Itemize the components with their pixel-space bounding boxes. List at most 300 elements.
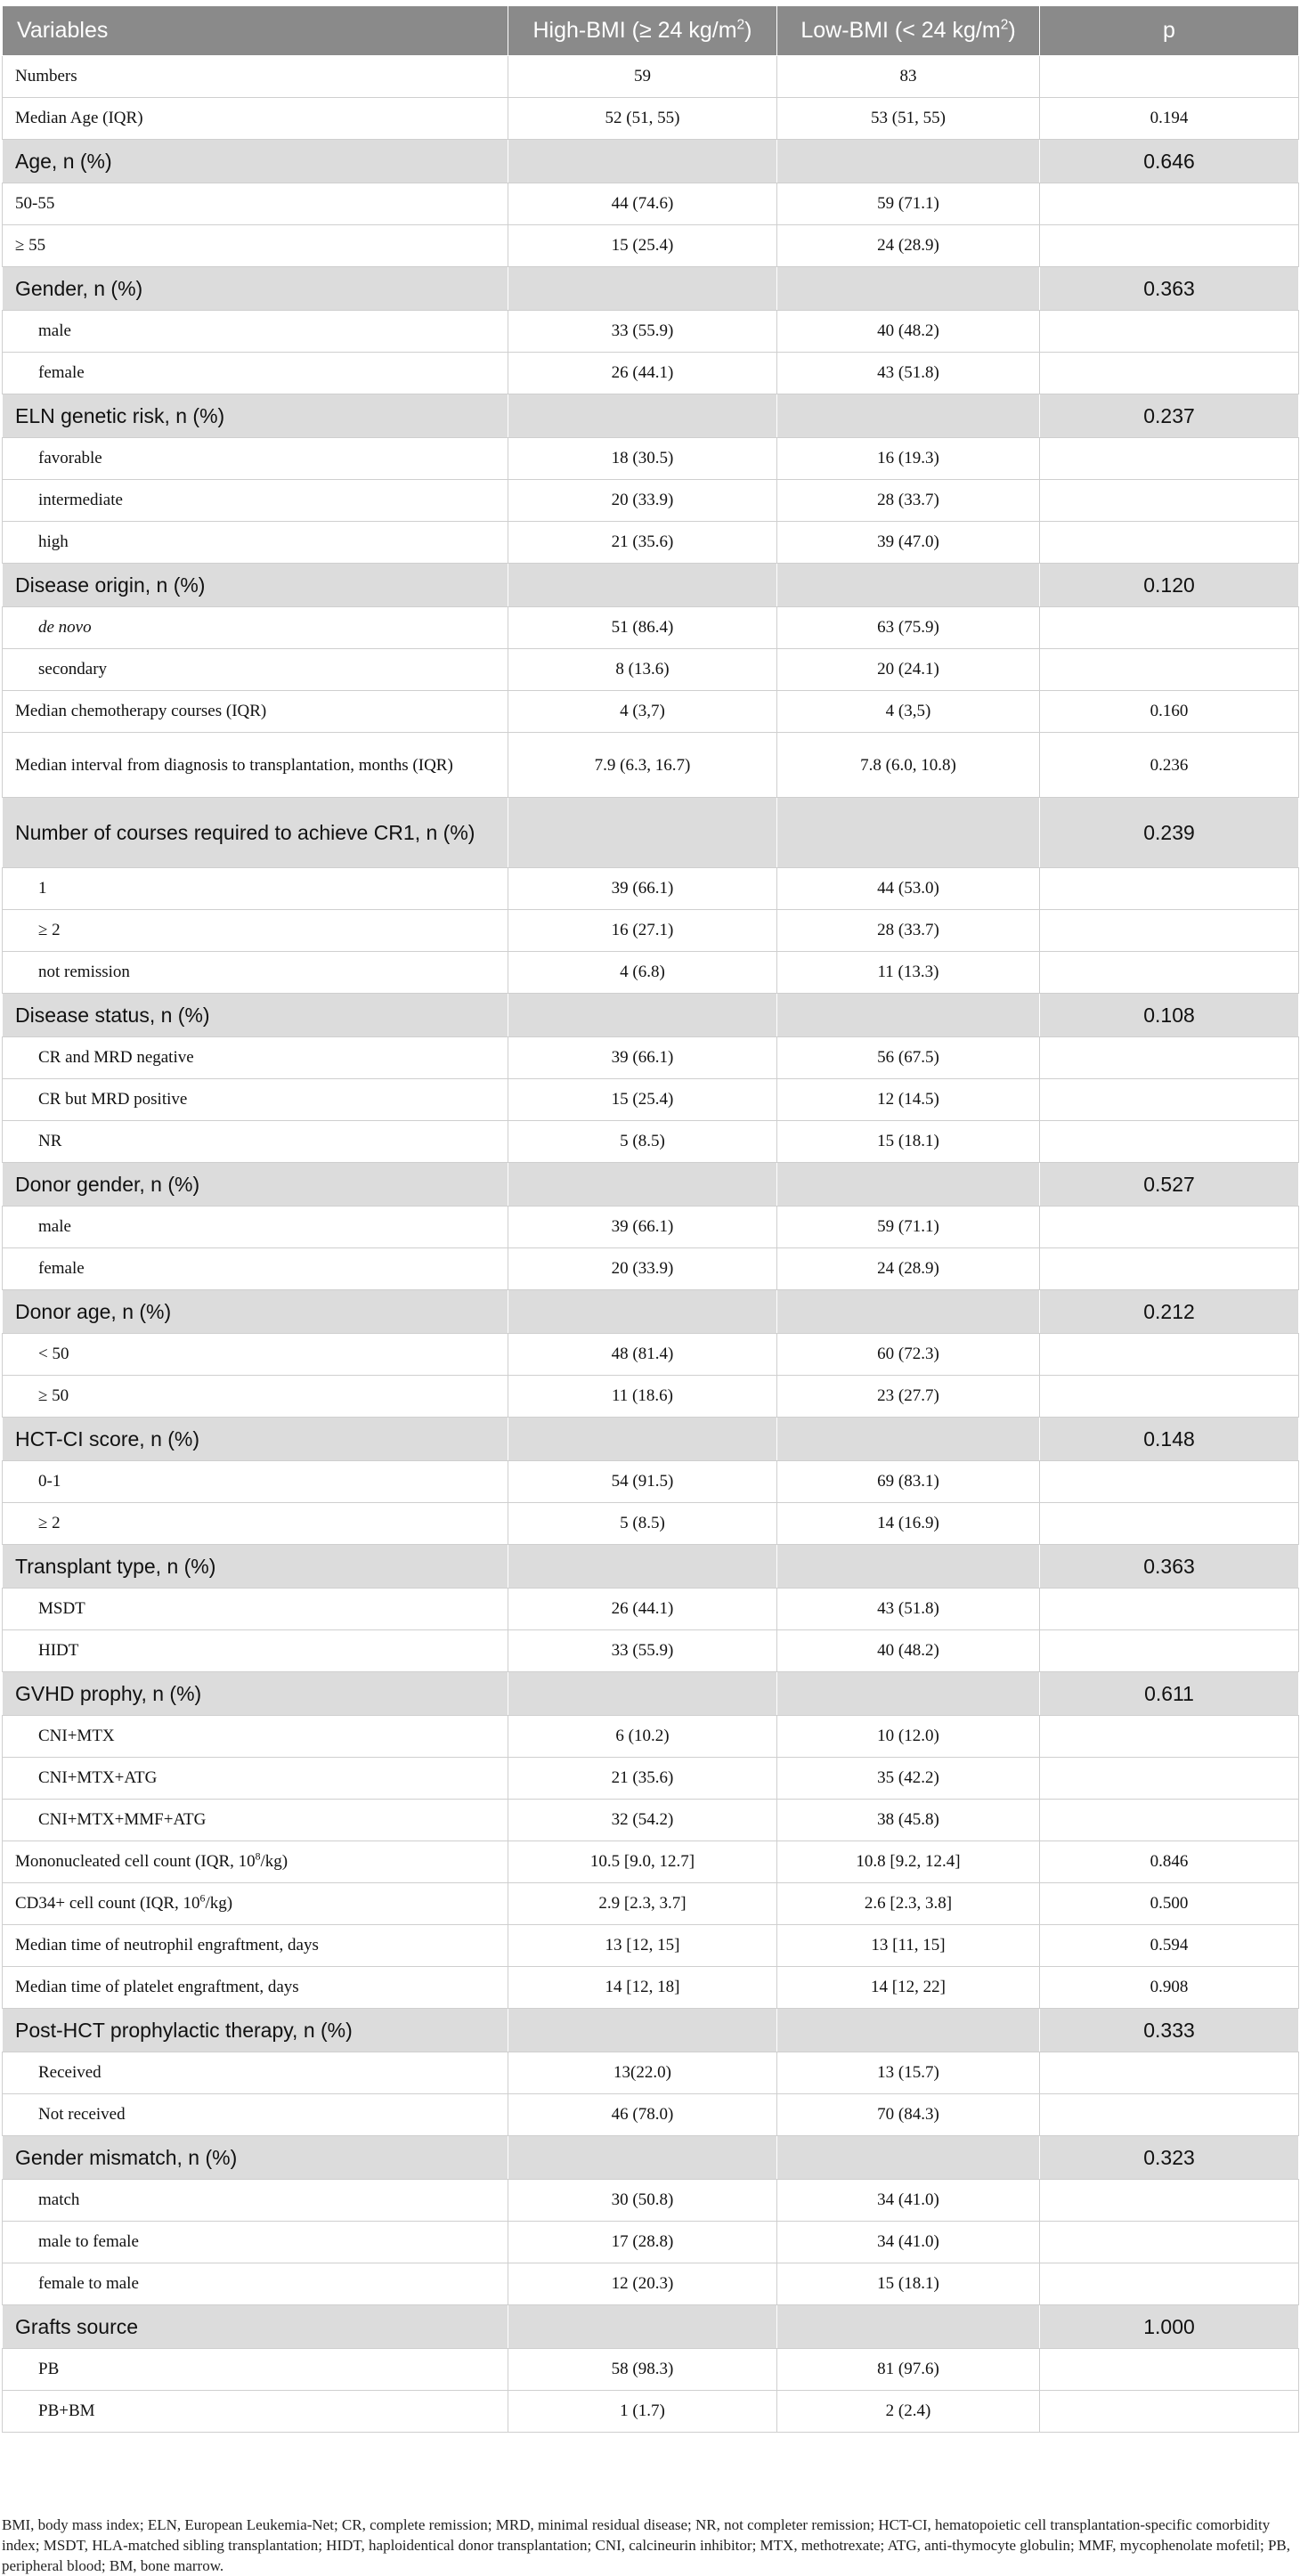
row-label-text: ≥ 2 [38, 1514, 61, 1532]
p-value [1040, 225, 1299, 267]
row-label-text: Median interval from diagnosis to transplantation, months (IQR) [15, 755, 453, 775]
high-bmi-value: 2.9 [2.3, 3.7] [508, 1883, 777, 1925]
table-row [3, 1037, 1299, 1079]
row-label-sup: 6 [199, 1892, 206, 1905]
high-bmi-value: 7.9 (6.3, 16.7) [508, 733, 777, 798]
high-bmi-value [508, 1418, 777, 1461]
low-bmi-value: 34 (41.0) [777, 2180, 1040, 2222]
row-label-text: CNI+MTX+MMF+ATG [38, 1810, 207, 1829]
high-bmi-value [508, 1290, 777, 1334]
row-label [3, 952, 508, 994]
high-bmi-value: 39 (66.1) [508, 1207, 777, 1248]
p-value: 0.500 [1040, 1883, 1299, 1925]
high-bmi-value: 5 (8.5) [508, 1503, 777, 1545]
row-label-text: match [38, 2190, 80, 2209]
row-label [3, 1334, 508, 1376]
p-value: 1.000 [1040, 2305, 1299, 2349]
row-label-text: female [38, 363, 85, 382]
low-bmi-value: 2 (2.4) [777, 2391, 1040, 2433]
p-value [1040, 1037, 1299, 1079]
low-bmi-value [777, 994, 1040, 1037]
low-bmi-value: 15 (18.1) [777, 2263, 1040, 2305]
high-bmi-value: 39 (66.1) [508, 868, 777, 910]
p-value [1040, 1503, 1299, 1545]
high-bmi-value: 1 (1.7) [508, 2391, 777, 2433]
table-row [3, 1248, 1299, 1290]
row-label-text: high [38, 532, 69, 551]
high-bmi-value [508, 994, 777, 1037]
row-label [3, 649, 508, 691]
row-label [3, 1418, 508, 1461]
row-label-text: Median time of platelet engraftment, days [15, 1978, 299, 1996]
row-label [3, 2305, 508, 2349]
table-row [3, 2094, 1299, 2136]
p-value [1040, 2349, 1299, 2391]
low-bmi-value: 81 (97.6) [777, 2349, 1040, 2391]
row-label [3, 1121, 508, 1163]
table-row [3, 2222, 1299, 2263]
row-label-text: Not received [38, 2105, 126, 2124]
header-low-bmi-text: Low-BMI (< 24 kg/m [800, 18, 1001, 43]
high-bmi-value [508, 1163, 777, 1207]
table-row [3, 225, 1299, 267]
row-label [3, 910, 508, 952]
high-bmi-value: 17 (28.8) [508, 2222, 777, 2263]
high-bmi-value [508, 1545, 777, 1589]
row-label [3, 1883, 508, 1925]
row-label-text: Received [38, 2063, 102, 2082]
p-value: 0.323 [1040, 2136, 1299, 2180]
row-label [3, 2180, 508, 2222]
row-label [3, 2052, 508, 2094]
header-low-bmi-sup: 2 [1000, 17, 1009, 33]
row-label-text: Age, n (%) [15, 149, 112, 173]
header-variables: Variables [3, 6, 508, 56]
row-label [3, 733, 508, 798]
row-label [3, 1967, 508, 2009]
row-label-sup: 8 [255, 1850, 261, 1863]
row-label-text: Median time of neutrophil engraftment, days [15, 1936, 319, 1954]
low-bmi-value: 7.8 (6.0, 10.8) [777, 733, 1040, 798]
table-row [3, 438, 1299, 480]
row-label [3, 353, 508, 394]
high-bmi-value [508, 394, 777, 438]
p-value: 0.363 [1040, 1545, 1299, 1589]
high-bmi-value: 44 (74.6) [508, 183, 777, 225]
p-value [1040, 2052, 1299, 2094]
row-label [3, 564, 508, 607]
row-label-text: ELN genetic risk, n (%) [15, 403, 225, 427]
low-bmi-value [777, 1672, 1040, 1716]
p-value [1040, 1248, 1299, 1290]
high-bmi-value: 14 [12, 18] [508, 1967, 777, 2009]
high-bmi-value: 52 (51, 55) [508, 98, 777, 140]
low-bmi-value: 69 (83.1) [777, 1461, 1040, 1503]
low-bmi-value: 35 (42.2) [777, 1758, 1040, 1800]
row-label [3, 522, 508, 564]
p-value: 0.160 [1040, 691, 1299, 733]
row-label-text: CNI+MTX+ATG [38, 1768, 158, 1787]
p-value [1040, 480, 1299, 522]
high-bmi-value [508, 140, 777, 183]
row-label-text: CNI+MTX [38, 1727, 115, 1745]
row-label-text: MSDT [38, 1599, 85, 1618]
row-label-text: Median chemotherapy courses (IQR) [15, 702, 267, 720]
table-row [3, 1376, 1299, 1418]
table-row [3, 1121, 1299, 1163]
row-label-text: ≥ 55 [15, 236, 46, 255]
table-row [3, 98, 1299, 140]
row-label [3, 798, 508, 868]
p-value [1040, 868, 1299, 910]
table-row [3, 1630, 1299, 1672]
row-label-text: PB [38, 2360, 60, 2378]
high-bmi-value: 33 (55.9) [508, 311, 777, 353]
row-label [3, 267, 508, 311]
high-bmi-value: 15 (25.4) [508, 225, 777, 267]
row-label-end: /kg) [260, 1852, 288, 1871]
row-label-text: ≥ 2 [38, 921, 61, 939]
row-label [3, 1376, 508, 1418]
p-value: 0.239 [1040, 798, 1299, 868]
row-label-text: Gender mismatch, n (%) [15, 2145, 238, 2169]
high-bmi-value: 21 (35.6) [508, 522, 777, 564]
header-row [3, 6, 1299, 56]
table-row [3, 691, 1299, 733]
row-label [3, 868, 508, 910]
row-label-text: Donor age, n (%) [15, 1299, 172, 1323]
p-value: 0.527 [1040, 1163, 1299, 1207]
row-label-text: female to male [38, 2274, 139, 2293]
p-value [1040, 56, 1299, 98]
row-label-text: CR but MRD positive [38, 1090, 188, 1109]
header-high-bmi-text: High-BMI (≥ 24 kg/m [532, 18, 737, 43]
row-label-text: < 50 [38, 1345, 69, 1363]
row-label [3, 691, 508, 733]
table-row [3, 56, 1299, 98]
high-bmi-value: 59 [508, 56, 777, 98]
table-group-row [3, 1672, 1299, 1716]
high-bmi-value: 11 (18.6) [508, 1376, 777, 1418]
row-label-text: Mononucleated cell count (IQR, 10 [15, 1852, 256, 1871]
high-bmi-value [508, 2136, 777, 2180]
row-label-text: Grafts source [15, 2314, 139, 2338]
header-high-bmi [508, 6, 777, 56]
row-label-text: 1 [38, 879, 47, 898]
p-value [1040, 522, 1299, 564]
row-label [3, 2222, 508, 2263]
row-label [3, 1925, 508, 1967]
header-low-bmi-end: ) [1008, 18, 1016, 43]
row-label-end: /kg) [205, 1894, 233, 1913]
row-label-text: CD34+ cell count (IQR, 10 [15, 1894, 200, 1913]
row-label [3, 1841, 508, 1883]
high-bmi-value: 16 (27.1) [508, 910, 777, 952]
high-bmi-value: 26 (44.1) [508, 1589, 777, 1630]
low-bmi-value: 40 (48.2) [777, 1630, 1040, 1672]
low-bmi-value: 70 (84.3) [777, 2094, 1040, 2136]
low-bmi-value: 28 (33.7) [777, 910, 1040, 952]
table-row [3, 1461, 1299, 1503]
p-value: 0.212 [1040, 1290, 1299, 1334]
table-header [3, 6, 1299, 56]
p-value [1040, 1716, 1299, 1758]
row-label-text: HIDT [38, 1641, 79, 1660]
row-label [3, 480, 508, 522]
row-label-text: Transplant type, n (%) [15, 1554, 216, 1578]
p-value [1040, 311, 1299, 353]
p-value: 0.108 [1040, 994, 1299, 1037]
p-value [1040, 2222, 1299, 2263]
p-value [1040, 2263, 1299, 2305]
low-bmi-value: 83 [777, 56, 1040, 98]
p-value: 0.594 [1040, 1925, 1299, 1967]
p-value: 0.333 [1040, 2009, 1299, 2052]
table-group-row [3, 394, 1299, 438]
low-bmi-value: 44 (53.0) [777, 868, 1040, 910]
low-bmi-value: 34 (41.0) [777, 2222, 1040, 2263]
row-label [3, 56, 508, 98]
table-group-row [3, 1163, 1299, 1207]
low-bmi-value [777, 1163, 1040, 1207]
low-bmi-value: 43 (51.8) [777, 353, 1040, 394]
table-row [3, 607, 1299, 649]
low-bmi-value: 24 (28.9) [777, 225, 1040, 267]
low-bmi-value: 13 [11, 15] [777, 1925, 1040, 1967]
table-group-row [3, 798, 1299, 868]
low-bmi-value: 38 (45.8) [777, 1800, 1040, 1841]
high-bmi-value: 15 (25.4) [508, 1079, 777, 1121]
table-row [3, 1589, 1299, 1630]
high-bmi-value [508, 564, 777, 607]
high-bmi-value [508, 1672, 777, 1716]
p-value [1040, 2391, 1299, 2433]
row-label [3, 98, 508, 140]
low-bmi-value [777, 267, 1040, 311]
p-value [1040, 183, 1299, 225]
low-bmi-value: 63 (75.9) [777, 607, 1040, 649]
row-label [3, 311, 508, 353]
high-bmi-value: 8 (13.6) [508, 649, 777, 691]
row-label-text: secondary [38, 660, 108, 679]
high-bmi-value: 6 (10.2) [508, 1716, 777, 1758]
low-bmi-value [777, 564, 1040, 607]
p-value [1040, 952, 1299, 994]
p-value [1040, 353, 1299, 394]
p-value: 0.236 [1040, 733, 1299, 798]
p-value: 0.908 [1040, 1967, 1299, 2009]
row-label-text: female [38, 1259, 85, 1278]
table-row [3, 1079, 1299, 1121]
header-low-bmi [777, 6, 1040, 56]
p-value [1040, 1121, 1299, 1163]
row-label [3, 1207, 508, 1248]
table-row [3, 1503, 1299, 1545]
table-group-row [3, 564, 1299, 607]
high-bmi-value: 4 (3,7) [508, 691, 777, 733]
table-row [3, 1334, 1299, 1376]
table-body [3, 56, 1299, 2433]
high-bmi-value: 21 (35.6) [508, 1758, 777, 1800]
row-label [3, 1079, 508, 1121]
p-value [1040, 1461, 1299, 1503]
high-bmi-value: 13 [12, 15] [508, 1925, 777, 1967]
p-value: 0.120 [1040, 564, 1299, 607]
p-value [1040, 607, 1299, 649]
row-label [3, 1248, 508, 1290]
row-label-text: Disease status, n (%) [15, 1003, 210, 1027]
high-bmi-value: 26 (44.1) [508, 353, 777, 394]
row-label-text: Number of courses required to achieve CR1, n (%) [15, 821, 475, 844]
low-bmi-value: 23 (27.7) [777, 1376, 1040, 1418]
low-bmi-value: 4 (3,5) [777, 691, 1040, 733]
table-row [3, 480, 1299, 522]
high-bmi-value [508, 2009, 777, 2052]
row-label [3, 2391, 508, 2433]
low-bmi-value: 14 (16.9) [777, 1503, 1040, 1545]
high-bmi-value: 30 (50.8) [508, 2180, 777, 2222]
table-group-row [3, 2305, 1299, 2349]
row-label-text: favorable [38, 449, 102, 467]
row-label-text: PB+BM [38, 2401, 95, 2420]
row-label [3, 1716, 508, 1758]
table-row [3, 522, 1299, 564]
row-label [3, 2136, 508, 2180]
row-label-text: Disease origin, n (%) [15, 573, 206, 597]
high-bmi-value: 33 (55.9) [508, 1630, 777, 1672]
high-bmi-value: 48 (81.4) [508, 1334, 777, 1376]
row-label [3, 1545, 508, 1589]
low-bmi-value [777, 2009, 1040, 2052]
table-row [3, 1883, 1299, 1925]
table-row [3, 1925, 1299, 1967]
row-label [3, 1800, 508, 1841]
row-label-text: Donor gender, n (%) [15, 1172, 200, 1196]
high-bmi-value: 12 (20.3) [508, 2263, 777, 2305]
row-label-text: Median Age (IQR) [15, 109, 143, 127]
high-bmi-value: 46 (78.0) [508, 2094, 777, 2136]
characteristics-table [2, 5, 1299, 2433]
low-bmi-value: 15 (18.1) [777, 1121, 1040, 1163]
table-group-row [3, 1418, 1299, 1461]
p-value: 0.194 [1040, 98, 1299, 140]
p-value: 0.148 [1040, 1418, 1299, 1461]
row-label-text: ≥ 50 [38, 1386, 69, 1405]
header-p: p [1040, 6, 1299, 56]
low-bmi-value: 59 (71.1) [777, 1207, 1040, 1248]
table-row [3, 353, 1299, 394]
table-footnote: BMI, body mass index; ELN, European Leukemia-Net; CR, complete remission; MRD, minimal residual disease; NR, not completer remission; HCT-CI, hematopoietic cell transplantation-specific comorbidity index; MSDT, HLA-matched sibling transplantation; HIDT, haploidentical donor transplantation; CNI, calcineurin inhibitor; MTX, methotrexate; ATG, anti-thymocyte globulin; MMF, mycophenolate mofetil; PB, peripheral blood; BM, bone marrow. [2, 2516, 1290, 2574]
low-bmi-value: 13 (15.7) [777, 2052, 1040, 2094]
p-value [1040, 1758, 1299, 1800]
table-group-row [3, 2009, 1299, 2052]
row-label-text: Post-HCT prophylactic therapy, n (%) [15, 2018, 353, 2042]
p-value [1040, 1630, 1299, 1672]
table-row [3, 2180, 1299, 2222]
header-high-bmi-sup: 2 [736, 17, 745, 33]
row-label-text: 0-1 [38, 1472, 61, 1491]
row-label [3, 2263, 508, 2305]
row-label [3, 2009, 508, 2052]
low-bmi-value: 24 (28.9) [777, 1248, 1040, 1290]
table-group-row [3, 267, 1299, 311]
low-bmi-value: 10.8 [9.2, 12.4] [777, 1841, 1040, 1883]
p-value [1040, 1800, 1299, 1841]
row-label-text: NR [38, 1132, 62, 1150]
p-value [1040, 910, 1299, 952]
table-row [3, 2052, 1299, 2094]
high-bmi-value: 10.5 [9.0, 12.7] [508, 1841, 777, 1883]
low-bmi-value: 60 (72.3) [777, 1334, 1040, 1376]
table-row [3, 183, 1299, 225]
low-bmi-value [777, 2305, 1040, 2349]
high-bmi-value: 13(22.0) [508, 2052, 777, 2094]
low-bmi-value: 10 (12.0) [777, 1716, 1040, 1758]
p-value [1040, 1589, 1299, 1630]
row-label [3, 1630, 508, 1672]
high-bmi-value: 4 (6.8) [508, 952, 777, 994]
row-label-text: Numbers [15, 67, 77, 85]
high-bmi-value [508, 798, 777, 868]
low-bmi-value [777, 1290, 1040, 1334]
table-row [3, 2263, 1299, 2305]
row-label-text: GVHD prophy, n (%) [15, 1681, 202, 1705]
row-label [3, 607, 508, 649]
p-value: 0.363 [1040, 267, 1299, 311]
high-bmi-value: 51 (86.4) [508, 607, 777, 649]
row-label-text: CR and MRD negative [38, 1048, 194, 1067]
table-group-row [3, 140, 1299, 183]
low-bmi-value: 12 (14.5) [777, 1079, 1040, 1121]
p-value [1040, 1334, 1299, 1376]
high-bmi-value [508, 267, 777, 311]
row-label [3, 1589, 508, 1630]
table-row [3, 1758, 1299, 1800]
table-row [3, 2349, 1299, 2391]
row-label [3, 438, 508, 480]
row-label-text: male [38, 321, 71, 340]
low-bmi-value [777, 394, 1040, 438]
low-bmi-value: 39 (47.0) [777, 522, 1040, 564]
high-bmi-value: 54 (91.5) [508, 1461, 777, 1503]
low-bmi-value: 20 (24.1) [777, 649, 1040, 691]
row-label-text: not remission [38, 963, 130, 981]
row-label-text: HCT-CI score, n (%) [15, 1426, 200, 1451]
row-label [3, 183, 508, 225]
table-row [3, 1841, 1299, 1883]
p-value [1040, 1207, 1299, 1248]
row-label [3, 1163, 508, 1207]
row-label [3, 1503, 508, 1545]
table-row [3, 1207, 1299, 1248]
row-label [3, 2094, 508, 2136]
low-bmi-value [777, 1418, 1040, 1461]
table-row [3, 910, 1299, 952]
low-bmi-value [777, 798, 1040, 868]
table-container [2, 5, 1298, 2433]
low-bmi-value [777, 140, 1040, 183]
high-bmi-value [508, 2305, 777, 2349]
table-row [3, 868, 1299, 910]
row-label [3, 994, 508, 1037]
row-label-text: Gender, n (%) [15, 276, 143, 300]
p-value: 0.846 [1040, 1841, 1299, 1883]
p-value: 0.611 [1040, 1672, 1299, 1716]
row-label-text: male to female [38, 2232, 139, 2251]
high-bmi-value: 39 (66.1) [508, 1037, 777, 1079]
row-label [3, 1672, 508, 1716]
table-row [3, 2391, 1299, 2433]
